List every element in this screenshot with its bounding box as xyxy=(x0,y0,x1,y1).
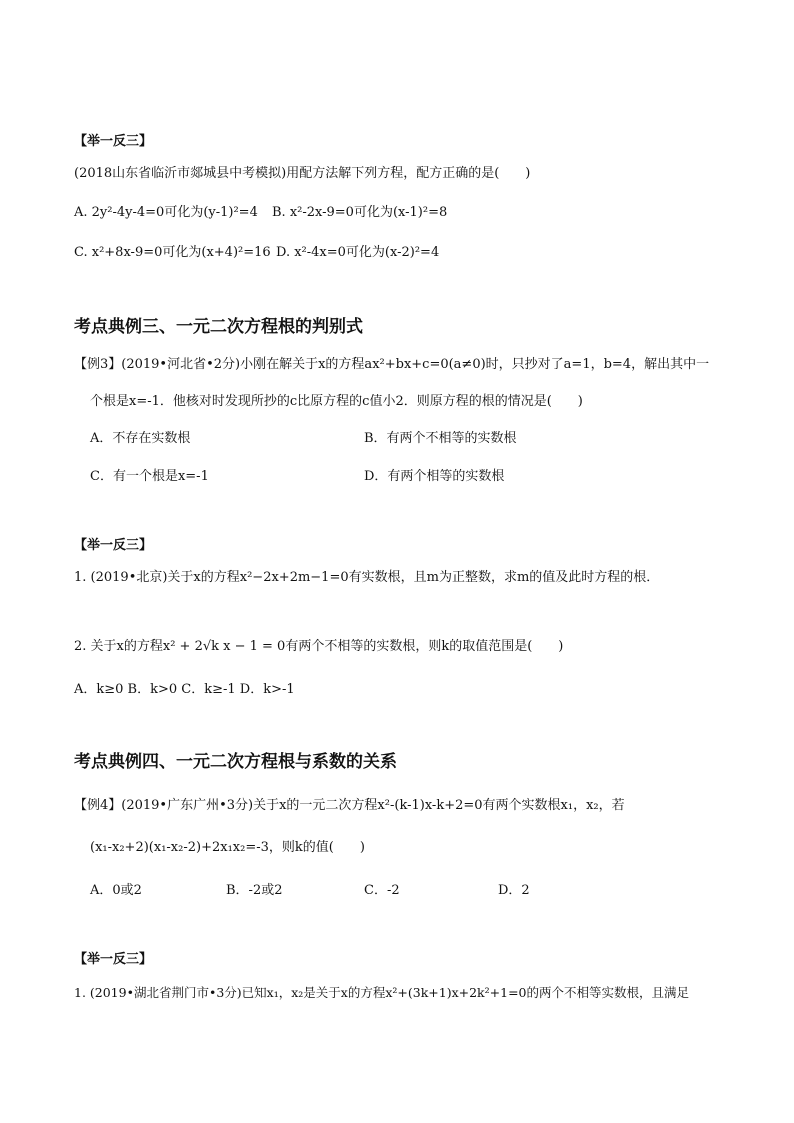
section-heading: 考点典例四、一元二次方程根与系数的关系 xyxy=(74,752,397,772)
option-a: A. 2y²-4y-4=0可化为(y-1)²=4 xyxy=(74,205,258,220)
option-d: D．2 xyxy=(498,883,530,898)
question-text: 1. (2019•北京)关于x的方程x²−2x+2m−1=0有实数根，且m为正整数，求m的值及此时方程的根． xyxy=(74,570,660,585)
question-text: 1. (2019•湖北省荆门市•3分)已知x₁，x₂是关于x的方程x²+(3k+1)x+2k²+1=0的两个不相等实数根，且满足 xyxy=(74,985,689,1000)
section-heading: 考点典例三、一元二次方程根的判别式 xyxy=(74,317,363,337)
option-c: C．有一个根是x=-1 xyxy=(90,469,209,484)
option-b: B．有两个不相等的实数根 xyxy=(364,431,517,446)
option-c: C. x²+8x-9=0可化为(x+4)²=16 xyxy=(74,245,271,260)
example-text-line1: 【例3】(2019•河北省•2分)小刚在解关于x的方程ax²+bx+c=0(a≠0)时，只抄对了a=1，b=4，解出其中一 xyxy=(74,357,710,372)
example-text-line2: (x₁-x₂+2)(x₁-x₂-2)+2x₁x₂=-3，则k的值( ) xyxy=(90,840,365,855)
option-b: B. x²-2x-9=0可化为(x-1)²=8 xyxy=(272,205,448,220)
option-d: D．有两个相等的实数根 xyxy=(364,469,505,484)
options-row: A．k≥0 B．k>0 C．k≥-1 D．k>-1 xyxy=(74,682,295,697)
option-d: D. x²-4x=0可化为(x-2)²=4 xyxy=(276,245,440,260)
question-text: 2. 关于x的方程x² + 2√k x − 1 = 0有两个不相等的实数根，则k的取值范围是( ) xyxy=(74,639,564,654)
option-a: A．不存在实数根 xyxy=(90,431,191,446)
option-a: A．0或2 xyxy=(90,883,142,898)
section-tag: 【举一反三】 xyxy=(74,538,153,553)
example-text-line1: 【例4】(2019•广东广州•3分)关于x的一元二次方程x²-(k-1)x-k+2=0有两个实数根x₁，x₂，若 xyxy=(74,798,625,813)
question-text: (2018山东省临沂市郯城县中考模拟)用配方法解下列方程，配方正确的是( ) xyxy=(74,166,531,181)
option-b: B．-2或2 xyxy=(226,883,283,898)
example-text-line2: 个根是x=-1．他核对时发现所抄的c比原方程的c值小2．则原方程的根的情况是( ) xyxy=(90,394,583,409)
section-tag: 【举一反三】 xyxy=(74,134,153,149)
option-c: C．-2 xyxy=(364,883,400,898)
section-tag: 【举一反三】 xyxy=(74,952,153,967)
